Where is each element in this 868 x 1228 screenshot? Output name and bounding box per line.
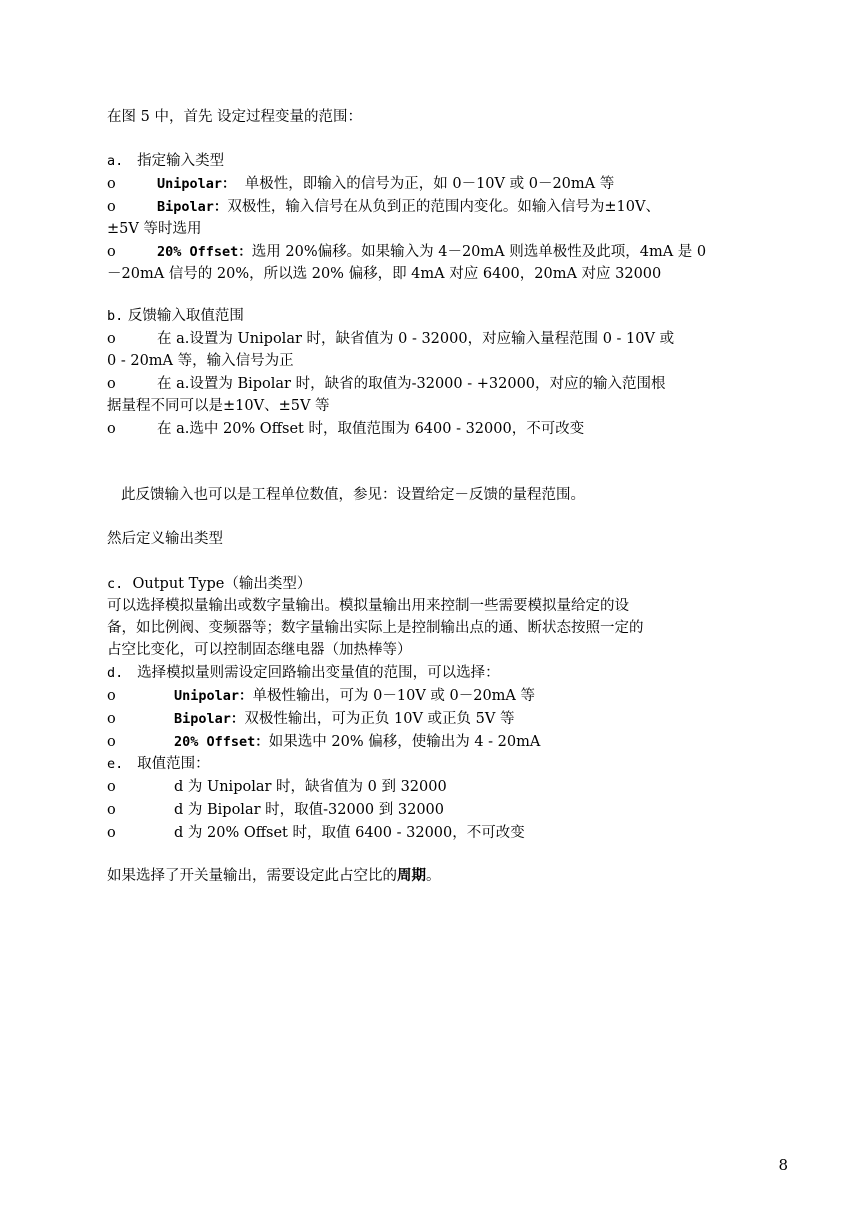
section-e-title: 取值范围： xyxy=(137,756,210,772)
bullet: o xyxy=(107,779,116,795)
closing-text: 如果选择了开关量输出，需要设定此占空比的周期。 xyxy=(107,867,441,884)
list-item: o 在 a.选中 20% Offset 时，取值范围为 6400 - 32000，不可改变 xyxy=(107,418,768,440)
bullet: o xyxy=(107,199,116,215)
section-b-heading xyxy=(107,305,768,327)
list-item-continuation: 0 - 20mA 等，输入信号为正 xyxy=(107,353,294,369)
paragraph-line: 备，如比例阀、变频器等；数字量输出实际上是控制输出点的通、断状态按照一定的 xyxy=(107,620,644,636)
list-item: o Unipolar： 单极性，即输入的信号为正，如 0－10V 或 0－20mA 等 xyxy=(107,173,768,195)
paragraph-line: 可以选择模拟量输出或数字量输出。模拟量输出用来控制一些需要模拟量给定的设 xyxy=(107,598,629,614)
intro-text: 在图 5 中，首先 设定过程变量的范围： xyxy=(107,109,363,125)
bullet: o xyxy=(107,802,116,818)
section-d-label: d. xyxy=(107,665,124,681)
then-text: 然后定义输出类型 xyxy=(107,531,223,547)
page-number: 8 xyxy=(778,1156,788,1174)
bullet: o xyxy=(107,331,116,347)
list-item: o 20% Offset：选用 20%偏移。如果输入为 4－20mA 则选单极性及此项，4mA 是 0 xyxy=(107,241,768,263)
section-a-heading xyxy=(107,150,768,172)
bullet: o xyxy=(107,711,116,727)
section-d-heading xyxy=(107,662,768,684)
section-e-heading xyxy=(107,753,768,775)
list-item: o Bipolar：双极性，输入信号在从负到正的范围内变化。如输入信号为±10V、 xyxy=(107,196,768,218)
list-item: o d 为 Bipolar 时，取值-32000 到 32000 xyxy=(107,799,768,821)
section-b-label: b. xyxy=(107,308,124,324)
list-item: o d 为 Unipolar 时，缺省值为 0 到 32000 xyxy=(107,776,768,798)
section-c-heading xyxy=(107,573,768,595)
section-a-title: 指定输入类型 xyxy=(137,153,225,169)
section-c-label: c. xyxy=(107,576,124,592)
bullet: o xyxy=(107,734,116,750)
bullet: o xyxy=(107,376,116,392)
list-item: o Unipolar：单极性输出，可为 0－10V 或 0－20mA 等 xyxy=(107,685,768,707)
list-item: o Bipolar：双极性输出，可为正负 10V 或正负 5V 等 xyxy=(107,708,768,730)
bullet: o xyxy=(107,176,116,192)
period-emphasis: 周期 xyxy=(397,867,426,884)
list-item: o d 为 20% Offset 时，取值 6400 - 32000，不可改变 xyxy=(107,822,768,844)
note-text: 此反馈输入也可以是工程单位数值，参见：设置给定－反馈的量程范围。 xyxy=(121,487,585,503)
section-e-label: e. xyxy=(107,756,124,772)
bullet: o xyxy=(107,688,116,704)
bullet: o xyxy=(107,244,116,260)
section-a-label: a. xyxy=(107,153,124,169)
list-item-continuation: 据量程不同可以是±10V、±5V 等 xyxy=(107,398,330,414)
section-c-title: Output Type（输出类型） xyxy=(132,576,312,592)
list-item-continuation: －20mA 信号的 20%，所以选 20% 偏移，即 4mA 对应 6400，20mA 对应 32000 xyxy=(107,266,662,282)
list-item: o 20% Offset：如果选中 20% 偏移，使输出为 4 - 20mA xyxy=(107,731,768,753)
bullet: o xyxy=(107,825,116,841)
section-b-title: 反馈输入取值范围 xyxy=(127,308,244,324)
paragraph-line: 占空比变化，可以控制固态继电器（加热棒等） xyxy=(107,642,412,658)
list-item-continuation: ±5V 等时选用 xyxy=(107,221,202,237)
section-d-title: 选择模拟量则需设定回路输出变量值的范围，可以选择： xyxy=(137,665,500,681)
list-item: o 在 a.设置为 Unipolar 时，缺省值为 0 - 32000，对应输入量程范围 0 - 10V 或 xyxy=(107,328,768,350)
bullet: o xyxy=(107,421,116,437)
list-item: o 在 a.设置为 Bipolar 时，缺省的取值为-32000 - +32000，对应的输入范围根 xyxy=(107,373,768,395)
